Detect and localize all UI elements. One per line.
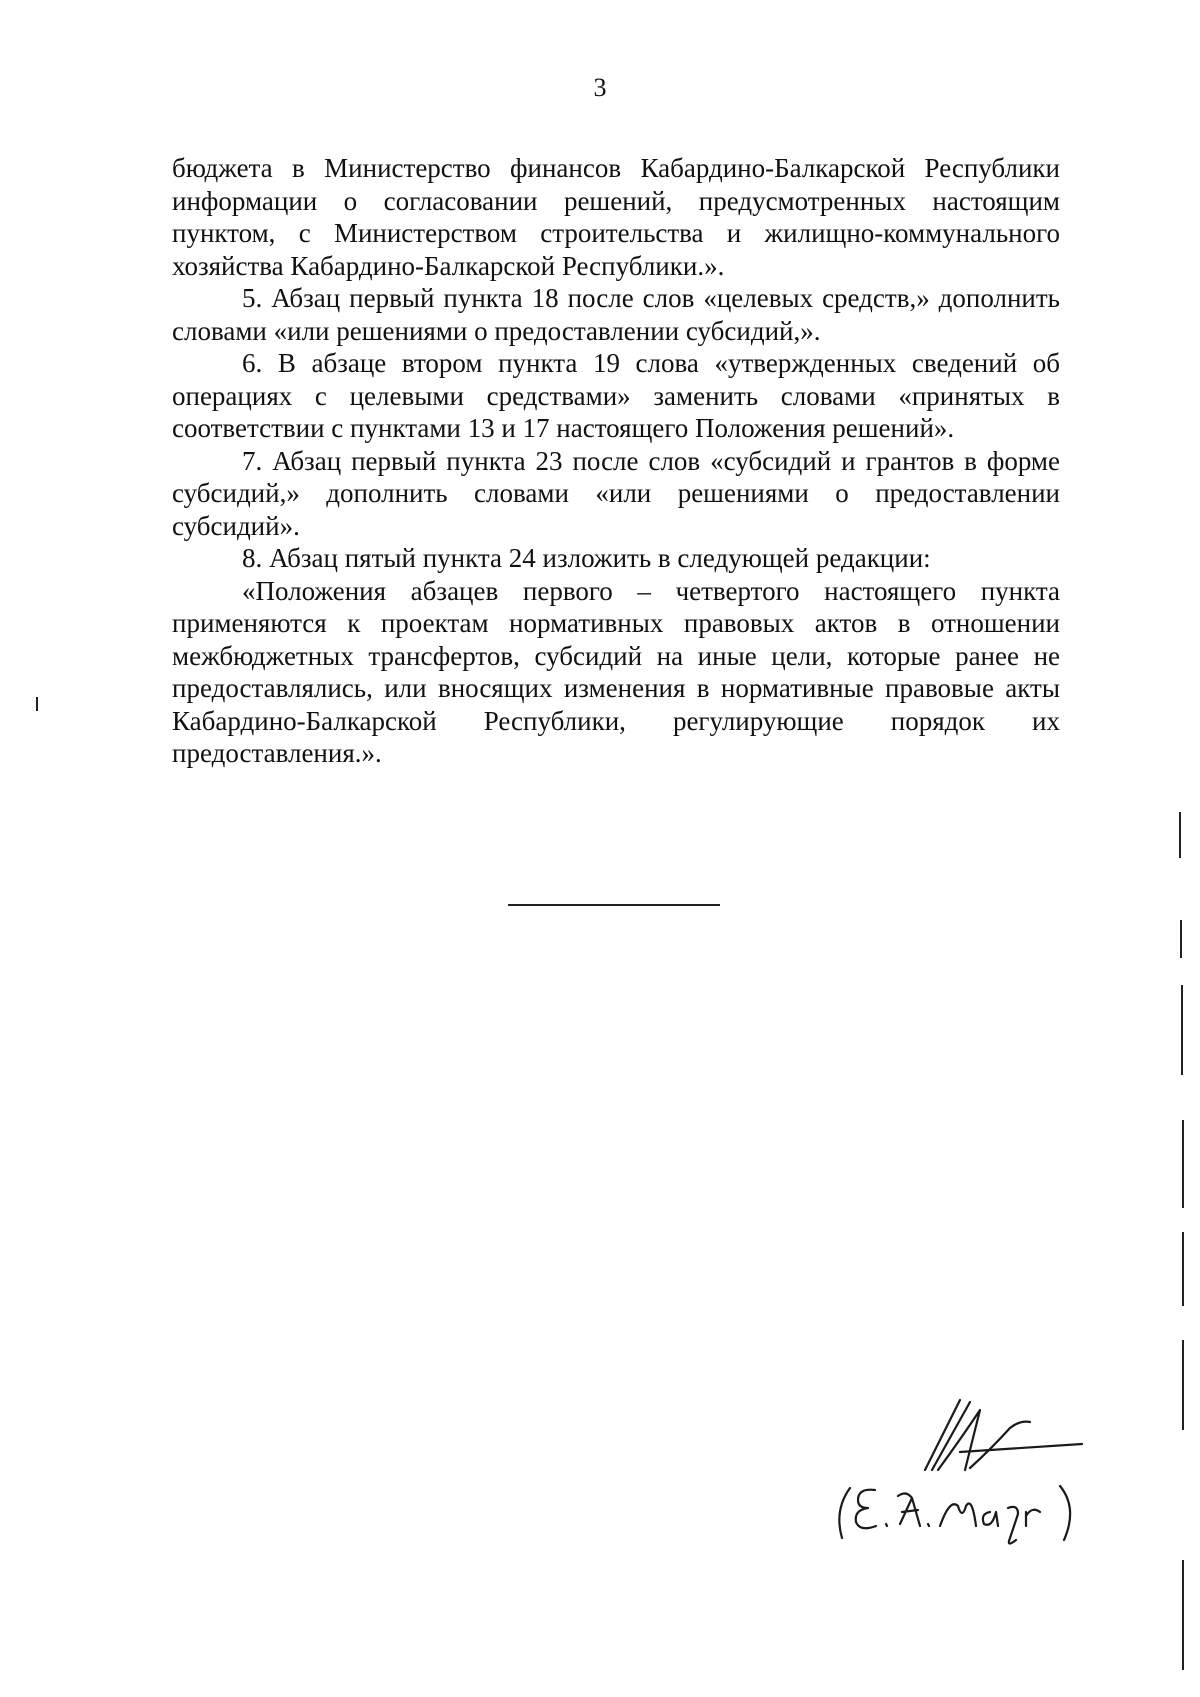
- paragraph-quoted-text: «Положения абзацев первого – четвертого настоящего пункта применяются к проектам нормативных правовых актов в отношении межбюджетных трансфертов, субсидий на иные цели, которые ранее не предоставлялись, или вносящих изменения в нормативные правовые акты Кабардино-Балкарской Республики, регулирующие порядок их предоставления.».: [172, 575, 1060, 768]
- document-body: [172, 152, 1060, 770]
- paragraph-1: бюджета в Министерство финансов Кабардино-Балкарской Республики информации о согласовании решений, предусмотренных настоящим пунктом, с Министерством строительства и жилищно-коммунального хозяйства Кабардино-Балкарской Республики.».: [172, 153, 1060, 281]
- paragraph-item-5: 5. Абзац первый пункта 18 после слов «целевых средств,» дополнить словами «или решениями о предоставлении субсидий,».: [172, 283, 1060, 346]
- scan-margin-mark: [1179, 812, 1181, 858]
- scan-margin-mark: [1181, 985, 1183, 1075]
- handwritten-signature: [820, 1380, 1100, 1560]
- page-number: 3: [593, 73, 607, 102]
- scan-margin-mark: [1180, 920, 1182, 958]
- paragraph-item-7: 7. Абзац первый пункта 23 после слов «субсидий и грантов в форме субсидий,» дополнить словами «или решениями о предоставлении субсидий».: [172, 445, 1060, 541]
- signature-icon: [820, 1380, 1100, 1560]
- end-divider-line: [508, 904, 720, 906]
- scan-margin-mark: [1182, 1232, 1184, 1306]
- scan-margin-mark: [1182, 1560, 1184, 1670]
- scan-margin-mark: [1182, 1340, 1184, 1430]
- scan-margin-mark: [1182, 1120, 1184, 1208]
- paragraph-item-8: 8. Абзац пятый пункта 24 изложить в следующей редакции:: [242, 543, 931, 573]
- scan-margin-mark: [36, 697, 38, 711]
- paragraph-item-6: 6. В абзаце втором пункта 19 слова «утвержденных сведений об операциях с целевыми средствами» заменить словами «принятых в соответствии с пунктами 13 и 17 настоящего Положения решений».: [172, 348, 1060, 443]
